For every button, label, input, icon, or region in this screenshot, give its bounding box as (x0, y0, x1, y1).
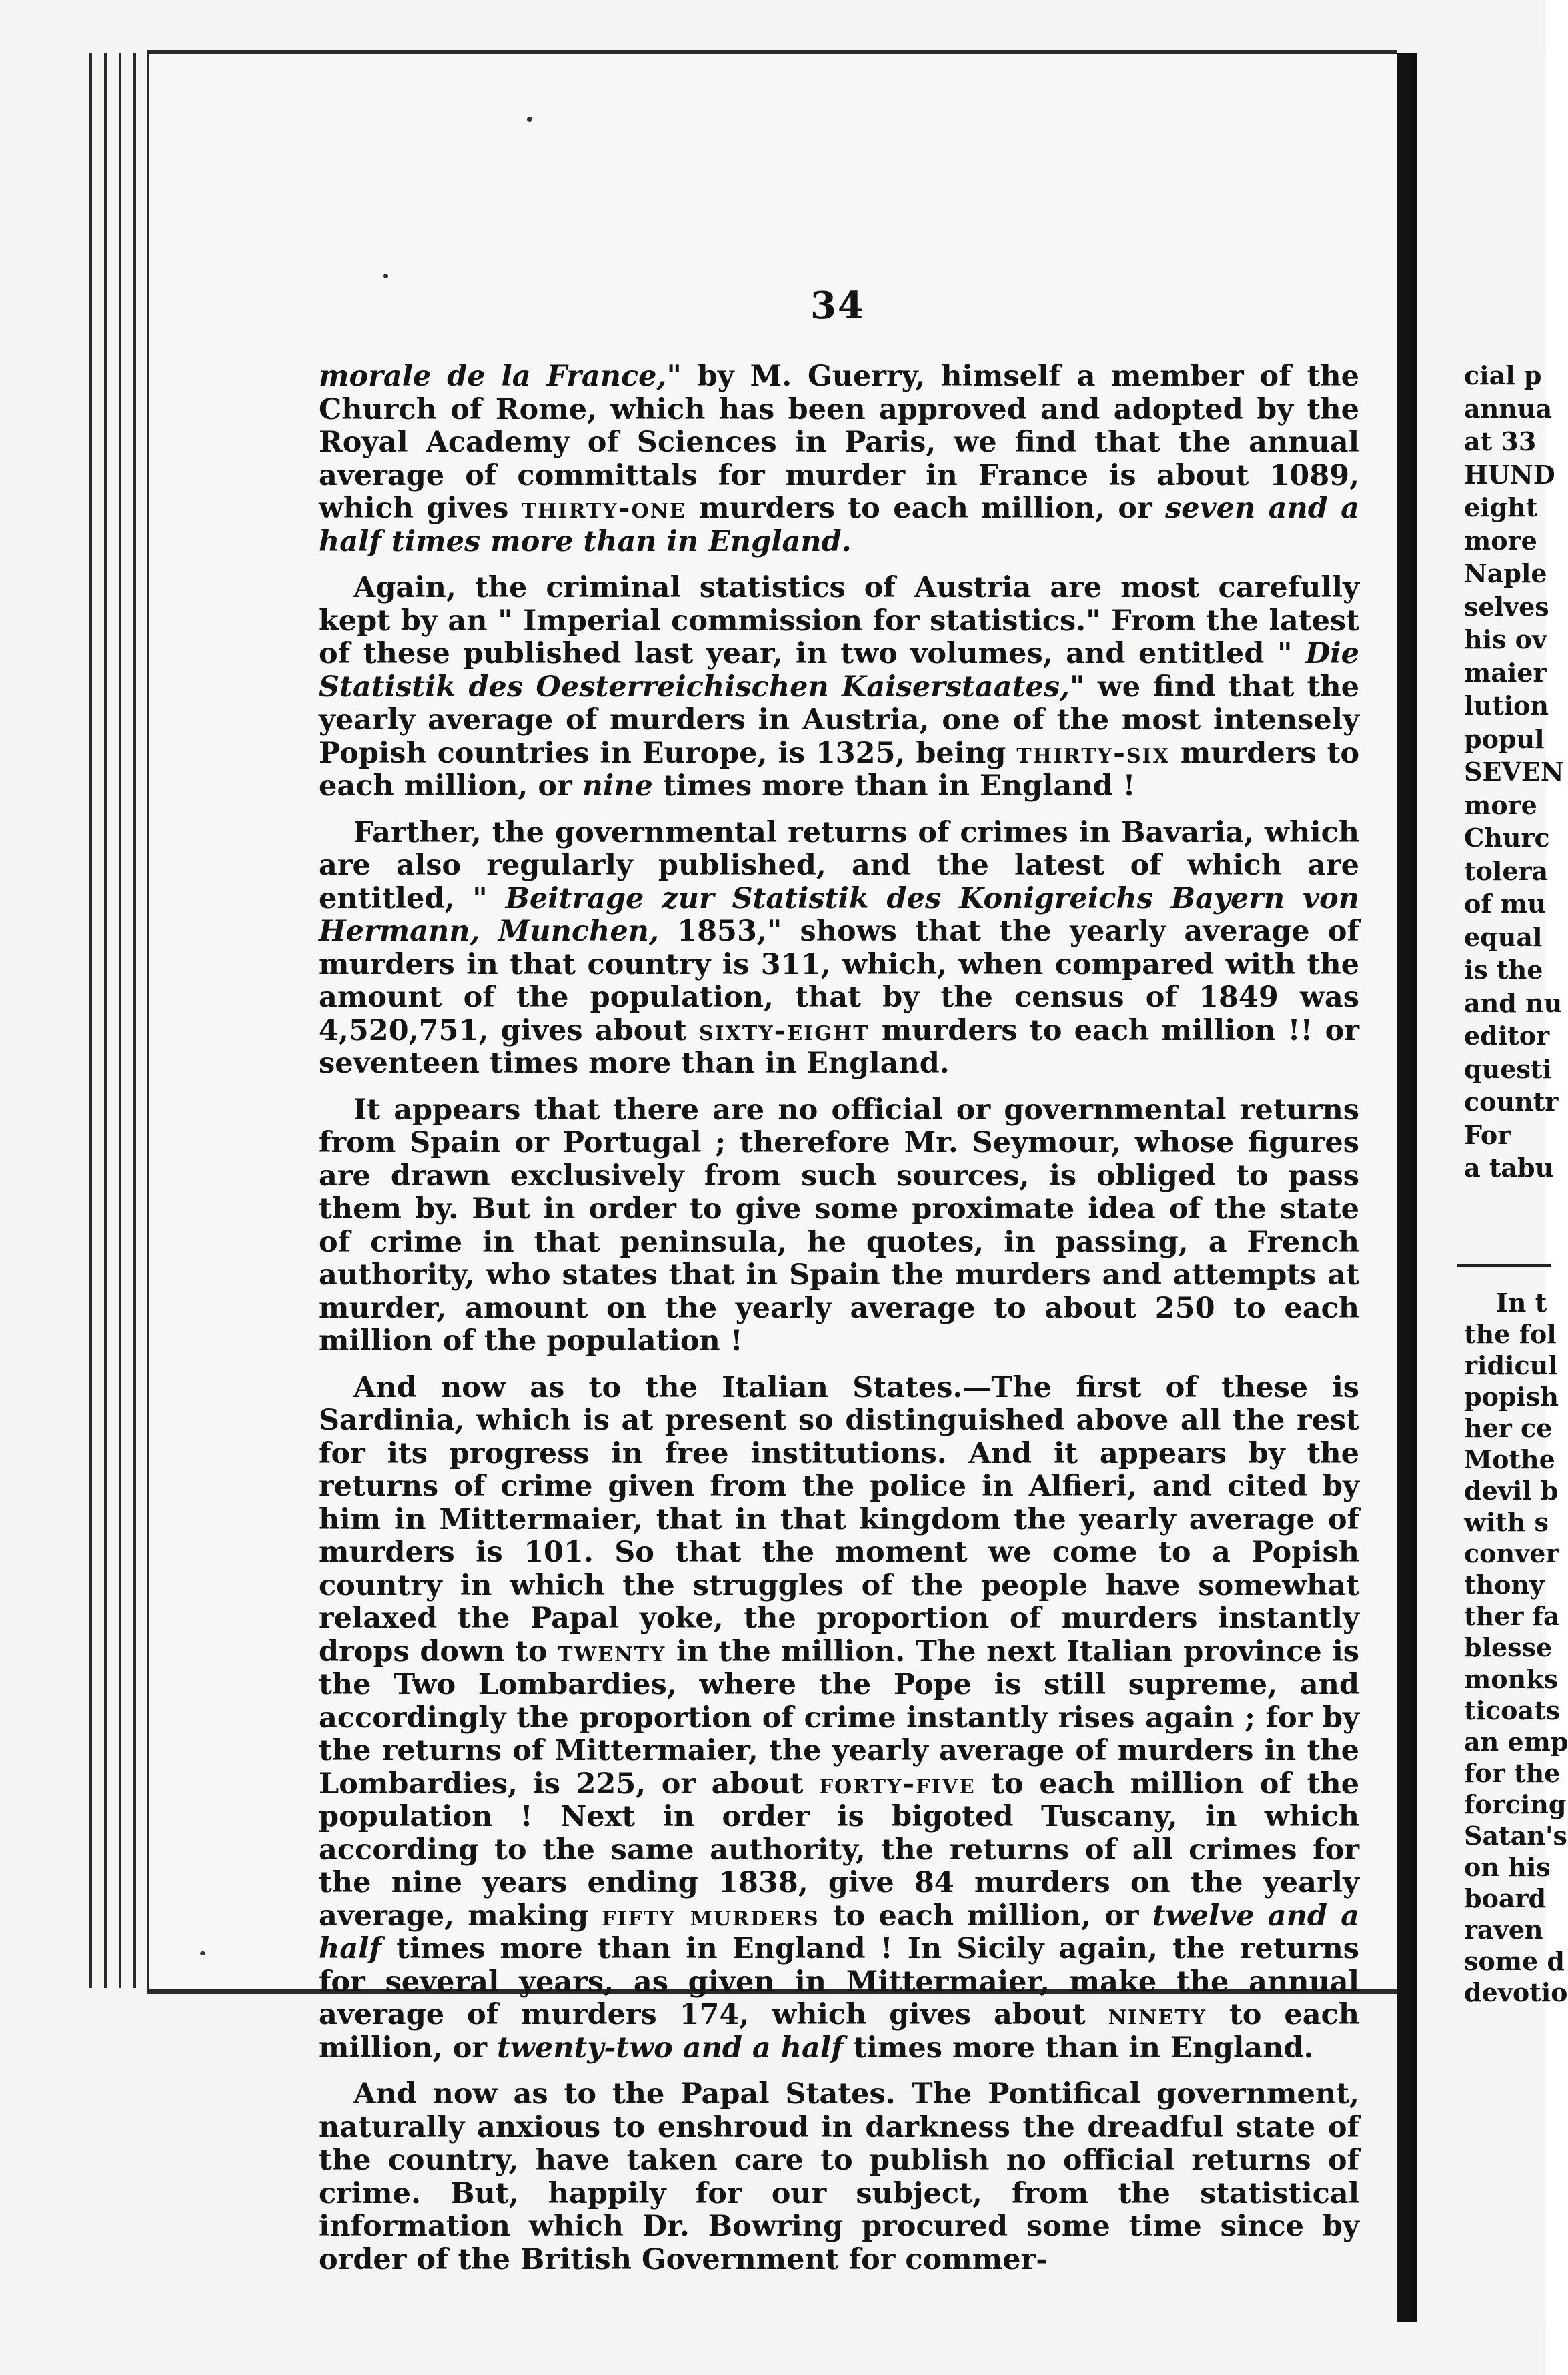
right-page-fragment: monks (1464, 1664, 1558, 1694)
small-caps-text: thirty-six (1016, 736, 1170, 770)
small-caps-text: fifty murders (602, 1899, 820, 1933)
right-page-fragment: forcing (1464, 1789, 1567, 1819)
right-page-fragment: on his (1464, 1852, 1551, 1882)
text-run: murders to each million, or (319, 736, 1359, 803)
right-page-partial (1417, 53, 1568, 2322)
right-page-fragment: board (1464, 1883, 1547, 1913)
right-page-fragment: Naple (1464, 558, 1547, 588)
italic-text: morale de la France," (319, 360, 682, 393)
right-page-fragment: some d (1464, 1946, 1565, 1976)
right-page-fragment: equal (1464, 921, 1543, 952)
text-run: to each million of the population ! Next in order is bigoted Tuscany, in which according to the same authority, the returns of all crimes for the nine years ending 1838, give 84 murders on the yearly average, making (319, 1767, 1359, 1933)
paragraph (319, 360, 1359, 558)
right-page-fragment: the fol (1464, 1319, 1557, 1349)
italic-text: Beitrage zur Statistik des Konigreichs Bayern von Hermann, Munchen, (319, 881, 1359, 948)
page-number: 34 (810, 284, 865, 328)
paragraph (319, 572, 1359, 803)
text-run: by M. Guerry, himself a member of the Church of Rome, which has been approved and adopted by the Royal Academy of Sciences in Paris, we find that the annual average of committals for murder in France is about 1089, which gives (319, 360, 1359, 525)
text-run: to each million, or (819, 1899, 1152, 1933)
right-page-fragment: tolera (1464, 855, 1549, 886)
small-caps-text: forty-five (818, 1767, 976, 1801)
small-caps-text: thirty-one (521, 492, 686, 525)
text-run: 1853," shows that the yearly average of murders in that country is 311, which, when compared with the amount of the population, that by the census of 1849 was 4,520,751, gives about (319, 915, 1359, 1047)
text-run: times more than in England. (843, 2031, 1314, 2065)
right-page-fragment: and nu (1464, 987, 1563, 1018)
text-run: " we find that the yearly average of murders in Austria, one of the most intensely Popish countries in Europe, is 1325, being (319, 670, 1359, 770)
text-run: Again, the criminal statistics of Austria are most carefully kept by an " Imperial commission for statistics." From the latest of these published last year, in two volumes, and entitled " (319, 571, 1359, 670)
right-page-fragment: popul (1464, 723, 1545, 754)
paragraph (319, 2078, 1359, 2276)
italic-text: nine (582, 769, 653, 803)
italic-text: Die Statistik des Oesterreichischen Kaiserstaates, (319, 637, 1359, 704)
text-run: times more than in England ! (652, 769, 1136, 803)
right-page-fragment: ridicul (1464, 1350, 1558, 1380)
right-page-fragment: cial p (1464, 360, 1542, 390)
italic-text: seven and a half times more than in England. (319, 492, 1360, 558)
paragraph (319, 1094, 1359, 1358)
right-page-fragment: editor (1464, 1021, 1550, 1051)
right-page-fragment: eight (1464, 492, 1538, 522)
right-page-fragment: her ce (1464, 1413, 1553, 1443)
text-run: It appears that there are no official or governmental returns from Spain or Portugal ; therefore Mr. Seymour, whose figures are drawn exclusively from such sources, is obliged to pass them by. But in order to give some proximate idea of the state of crime in that peninsula, he quotes, in passing, a French authority, who states that in Spain the murders and attempts at murder, amount on the yearly average to about 250 to each million of the population ! (319, 1093, 1359, 1358)
right-page-fragment: devil b (1464, 1476, 1559, 1506)
ink-speck (527, 117, 532, 122)
right-page-fragment: ticoats (1464, 1695, 1561, 1725)
text-run: Farther, the governmental returns of crimes in Bavaria, which are also regularly published, and the latest of which are entitled, " (319, 815, 1359, 915)
right-page-fragment: questi (1464, 1053, 1552, 1084)
right-page-fragment: thony (1464, 1570, 1545, 1600)
right-page-fragment: blesse (1464, 1632, 1553, 1663)
right-page-fragment: Mothe (1464, 1444, 1555, 1474)
right-page-fragment: his ov (1464, 624, 1547, 654)
right-page-fragment: more (1464, 525, 1537, 556)
small-caps-text: ninety (1108, 1998, 1207, 2031)
right-page-fragment: ther fa (1464, 1601, 1560, 1631)
right-page-fragment: with s (1464, 1507, 1549, 1537)
right-page-fragment: more (1464, 789, 1537, 820)
book-gutter (1397, 53, 1417, 2322)
right-page-fragment: a tabu (1464, 1153, 1554, 1183)
right-page-fragment: raven (1464, 1915, 1543, 1945)
right-page-fragment: of mu (1464, 889, 1546, 919)
page-edge-line (119, 53, 121, 1988)
page-edge-line (104, 53, 107, 1988)
ink-speck (200, 1951, 205, 1955)
right-page-fragment: is the (1464, 955, 1543, 985)
text-run: And now as to the Papal States. The Pontifical government, naturally anxious to enshroud in darkness the dreadful state of the country, have taken care to publish no official returns of crime. But, happily for our subject, from the statistical information which Dr. Bowring procured some time since by order of the British Government for commer- (319, 2077, 1359, 2276)
body-text (319, 360, 1359, 2290)
right-page-fragment: annua (1464, 393, 1553, 424)
right-page-fragment: for the (1464, 1758, 1561, 1788)
right-page-fragment: countr (1464, 1087, 1559, 1117)
right-page-fragment: maier (1464, 657, 1547, 688)
right-page-rule (1457, 1264, 1551, 1267)
right-page-fragment: devotio (1464, 1977, 1568, 2007)
paragraph (319, 1372, 1359, 2065)
right-page-fragment: lution (1464, 690, 1549, 721)
text-run: in the million. The next Italian province is the Two Lombardies, where the Pope is still supreme, and accordingly the proportion of crime instantly rises again ; for by the returns of Mittermaier, the yearly average of murders in the Lombardies, is 225, or about (319, 1634, 1359, 1801)
right-page-fragment: Churc (1464, 823, 1550, 853)
italic-text: twelve and a half (319, 1899, 1359, 1965)
right-page-fragment: at 33 (1464, 426, 1537, 456)
right-page-fragment: For (1464, 1119, 1511, 1150)
right-page-fragment: Satan's (1464, 1821, 1567, 1851)
text-run: And now as to the Italian States.—The first of these is Sardinia, which is at present so distinguished above all the rest for its progress in free institutions. And it appears by the returns of crime given from the police in Alfieri, and cited by him in Mittermaier, that in that kingdom the yearly average of murders is 101. So that the moment we come to a Popish country in which the struggles of the people have somewhat relaxed the Papal yoke, the proportion of murders instantly drops down to (319, 1370, 1359, 1669)
right-page-fragment: an emp (1464, 1727, 1568, 1757)
paragraph (319, 817, 1359, 1081)
right-page-fragment: conver (1464, 1538, 1559, 1568)
right-page-fragment: selves (1464, 591, 1549, 622)
right-page-fragment: popish (1464, 1382, 1559, 1412)
text-run: times more than in England ! In Sicily again, the returns for several years, as given in Mittermaier, make the annual average of murders 174, which gives about (319, 1932, 1359, 2031)
text-run: to each million, or (319, 1998, 1360, 2065)
small-caps-text: twenty (558, 1634, 666, 1669)
italic-text: twenty-two and a half (497, 2031, 844, 2065)
right-page-fragment: SEVEN (1464, 757, 1564, 787)
text-run: murders to each million, or (686, 492, 1166, 525)
right-page-fragment: In t (1496, 1288, 1547, 1318)
page-edge-line (89, 53, 92, 1988)
right-page-fragment: HUND (1464, 459, 1555, 490)
small-caps-text: sixty-eight (698, 1013, 870, 1047)
page-edge-line (133, 53, 136, 1988)
text-run: murders to each million !! or seventeen times more than in England. (319, 1013, 1359, 1080)
ink-speck (383, 274, 388, 278)
